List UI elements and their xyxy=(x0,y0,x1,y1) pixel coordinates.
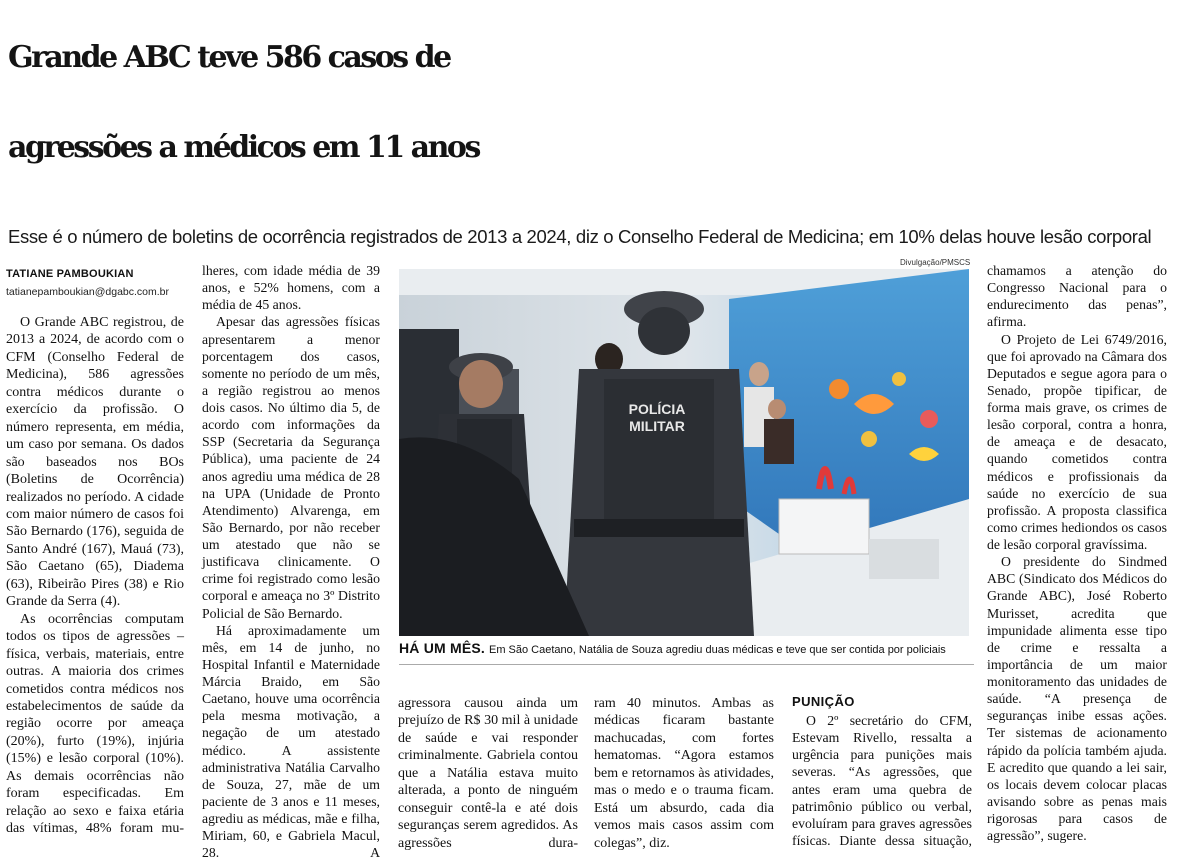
paragraph: chamamos a atenção do Congresso Nacional para o endurecimento das penas”, afirma. xyxy=(987,263,1167,330)
caption-text: Em São Caetano, Natália de Souza agrediu duas médicas e teve que ser contida por policiais xyxy=(489,644,946,656)
news-photo xyxy=(399,269,969,636)
article-column-3 xyxy=(398,695,578,852)
section-title: PUNIÇÃO xyxy=(792,694,855,709)
byline-email[interactable]: tatianepamboukian@dgabc.com.br xyxy=(6,286,170,298)
photo-illustration xyxy=(399,269,969,636)
photo-credit: Divulgação/PMSCS xyxy=(900,258,971,267)
photo-caption xyxy=(399,640,974,658)
paragraph: ram 40 minutos. Ambas as médicas ficaram bastante machucadas, com fortes hematomas. “Agora estamos bem e retornamos às atividades, mas o medo e o trauma ficam. Está um absurdo, cada dia vemos mais casos assim com colegas”, diz. xyxy=(594,696,774,851)
paragraph: O Grande ABC registrou, de 2013 a 2024, de acordo com o CFM (Conselho Federal de Medicina), 586 agressões contra médicos durante o exercício da profissão. O número representa, em média, um caso por semana. Os dados são baseados nos BOs (Boletins de Ocorrência) realizados no período. A cidade com maior número de casos foi São Bernardo (176), seguida de Santo André (167), Mauá (73), São Caetano (65), Diadema (63), Ribeirão Pires (38) e Rio Grande da Serra (4). xyxy=(6,315,184,610)
paragraph: O presidente do Sindmed ABC (Sindicato dos Médicos do Grande ABC), José Roberto Murisset, acredita que impunidade alimenta esse tipo de crime e ressalta a importância de um maior monitoramento das unidades de saúde. “A presença de seguranças inibe essas ações. Ter sistemas de acionamento rápido da polícia também ajuda. E acredito que quando a lei sair, os locais devem colocar placas avisando sobre as penas mais rigorosas para casos de agressão”, sugere. xyxy=(987,554,1167,844)
headline-line-1: Grande ABC teve 586 casos de xyxy=(8,40,450,75)
article-column-4 xyxy=(594,695,774,852)
article-column-5 xyxy=(792,712,972,849)
paragraph: O 2º secretário do CFM, Estevam Rivello, ressalta a urgência para punições mais severas. “As agressões, que antes eram uma quebra de patrimônio público ou verbal, evoluíram para graves agressões físicas. Diante dessa situação, xyxy=(792,713,972,848)
caption-divider xyxy=(399,664,974,665)
article-column-6 xyxy=(987,262,1167,844)
paragraph: As ocorrências computam todos os tipos de agressões – física, verbais, materiais, entre outras. A maioria dos crimes cometidos contra médicos nos estabelecimentos de saúde da região ocorre por ameaça (20%), furto (19%), injúria (15%) e lesão corporal (10%). As demais ocorrências não foram especificadas. Em relação ao sexo e faixa etária das vítimas, 48% foram mu- xyxy=(6,611,184,837)
subheadline: Esse é o número de boletins de ocorrência registrados de 2013 a 2024, diz o Conselho Federal de Medicina; em 10% delas houve lesão corporal xyxy=(8,226,1152,247)
article-column-2 xyxy=(202,262,380,861)
paragraph: lheres, com idade média de 39 anos, e 52% homens, com a média de 45 anos. xyxy=(202,263,380,313)
paragraph: agressora causou ainda um prejuízo de R$ 30 mil à unidade de saúde e vai responder criminalmente. Gabriela contou que a Natália estava muito alterada, a ponto de ninguém conseguir contê-la e até dois seguranças serem agredidos. As agressões dura- xyxy=(398,696,578,851)
vest-label-line-1: POLÍCIA xyxy=(628,401,686,417)
vest-label-line-2: MILITAR xyxy=(629,418,685,434)
byline-author: TATIANE PAMBOUKIAN xyxy=(6,268,134,280)
caption-label: HÁ UM MÊS. xyxy=(399,640,485,656)
paragraph: Há aproximadamente um mês, em 14 de junho, no Hospital Infantil e Maternidade Márcia Braido, em São Caetano, houve uma ocorrência pela mesma motivação, a negação de um atestado médico. A assistente administrativa Natália Carvalho de Souza, 27, mãe de um paciente de 3 anos e 11 meses, agrediu as médicas, mãe e filha, Miriam, 60, e Gabriela Macul, 28. A xyxy=(202,622,380,861)
article-column-1 xyxy=(6,314,184,838)
paragraph: Apesar das agressões físicas apresentarem a menor porcentagem dos casos, somente no período de um mês, a região registrou ao menos dois casos. No último dia 5, de acordo com informações da SSP (Secretaria da Segurança Pública), uma paciente de 24 anos agrediu uma médica de 28 na UPA (Unidade de Pronto Atendimento) Alvarenga, em São Bernardo, por não receber um atestado que não se justificava clinicamente. O crime foi registrado como lesão corporal e ameaça no 3º Distrito Policial de São Bernardo. xyxy=(202,314,380,621)
headline-line-2: agressões a médicos em 11 anos xyxy=(8,130,479,165)
paragraph: O Projeto de Lei 6749/2016, que foi aprovado na Câmara dos Deputados e segue agora para o Senado, propõe tipificar, de forma mais grave, os crimes de lesão corporal, contra a honra, de ameaça e de desacato, quando cometidos contra médicos e profissionais da saúde no exercício de sua profissão. A proposta classifica como crimes hediondos os casos de lesão corporal gravíssima. xyxy=(987,331,1167,552)
